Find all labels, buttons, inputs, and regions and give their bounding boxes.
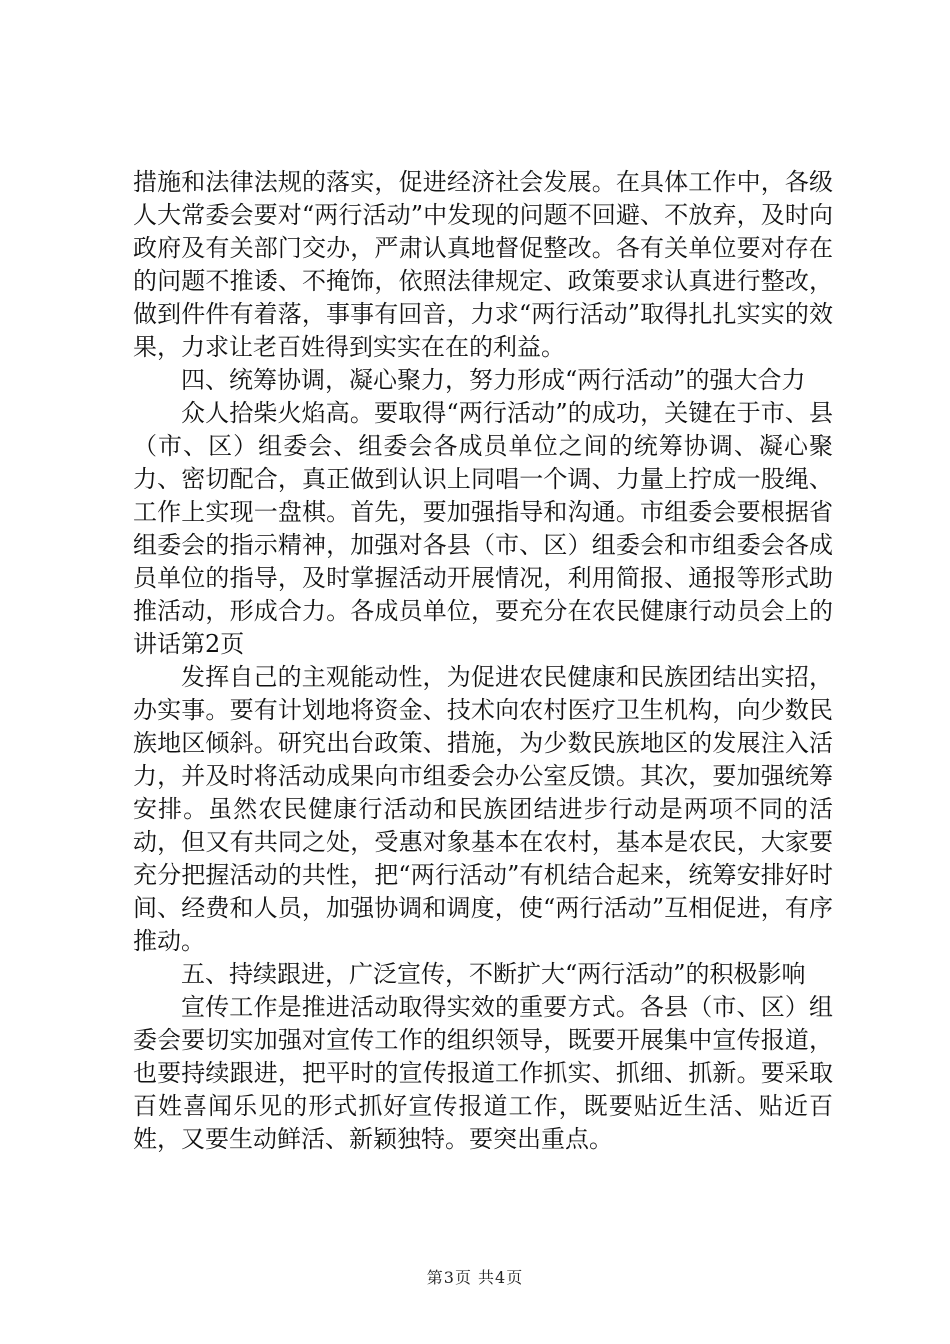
paragraph-initiative: 发挥自己的主观能动性，为促进农民健康和民族团结出实招，办实事。要有计划地将资金、技术向农村医疗卫生机构，向少数民族地区倾斜。研究出台政策、措施，为少数民族地区的发展注入活力，并及时将活动成果向市组委会办公室反馈。其次，要加强统筹安排。虽然农民健康行活动和民族团结进步行动是两项不同的活动，但又有共同之处，受惠对象基本在农村，基本是农民，大家要充分把握活动的共性，把“两行活动”有机结合起来，统筹安排好时间、经费和人员，加强协调和调度，使“两行活动”互相促进，有序推动。 [133, 663, 833, 955]
section-heading-four: 四、统筹协调，凝心聚力，努力形成“两行活动”的强大合力 [181, 366, 806, 394]
paragraph-coordination: 众人拾柴火焰高。要取得“两行活动”的成功，关键在于市、县（市、区）组委会、组委会各成员单位之间的统筹协调、凝心聚力、密切配合，真正做到认识上同唱一个调、力量上拧成一股绳、工作上实现一盘棋。首先，要加强指导和沟通。市组委会要根据省组委会的指示精神，加强对各县（市、区）组委会和市组委会各成员单位的指导，及时掌握活动开展情况，利用简报、通报等形式助推活动，形成合力。各成员单位，要充分在农民健康行动员会上的讲话第2页 [133, 399, 833, 658]
paragraph-publicity: 宣传工作是推进活动取得实效的重要方式。各县（市、区）组委会要切实加强对宣传工作的组织领导，既要开展集中宣传报道，也要持续跟进，把平时的宣传报道工作抓实、抓细、抓新。要采取百姓喜闻乐见的形式抓好宣传报道工作，既要贴近生活、贴近百姓，又要生动鲜活、新颖独特。要突出重点。 [133, 993, 833, 1153]
page-number-footer: 第3页 共4页 [426, 1268, 524, 1287]
paragraph-continuation: 措施和法律法规的落实，促进经济社会发展。在具体工作中，各级人大常委会要对“两行活动”中发现的问题不回避、不放弃，及时向政府及有关部门交办，严肃认真地督促整改。各有关单位要对存在的问题不推诿、不掩饰，依照法律规定、政策要求认真进行整改，做到件件有着落，事事有回音，力求“两行活动”取得扎扎实实的效果，力求让老百姓得到实实在在的利益。 [133, 168, 833, 361]
document-body [133, 166, 833, 1156]
section-heading-five: 五、持续跟进，广泛宣传，不断扩大“两行活动”的积极影响 [181, 960, 806, 988]
